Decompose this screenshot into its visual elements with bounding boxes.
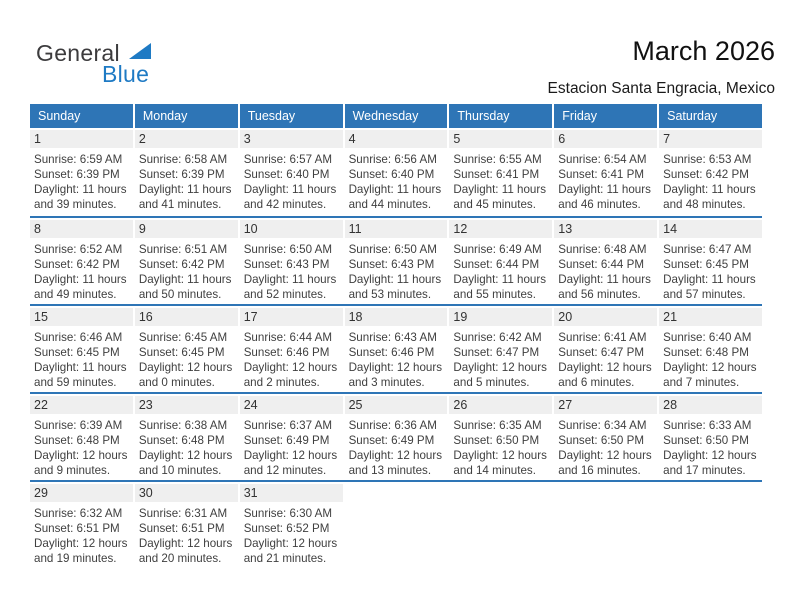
- sunrise-text: Sunrise: 6:32 AM: [34, 507, 123, 520]
- daylight-text-line2: and 13 minutes.: [348, 464, 432, 477]
- sunset-text: Sunset: 6:50 PM: [453, 434, 540, 447]
- daylight-text-line2: and 46 minutes.: [558, 198, 641, 211]
- daylight-text-line2: and 48 minutes.: [663, 198, 746, 211]
- day-number: 11: [348, 222, 362, 236]
- daylight-text-line2: and 14 minutes.: [453, 464, 536, 477]
- daylight-text-line2: and 12 minutes.: [243, 464, 327, 477]
- day-number-band: [554, 396, 657, 414]
- daylight-text-line1: Daylight: 12 hours: [34, 537, 128, 550]
- week-row: [30, 480, 762, 568]
- sunrise-text: Sunrise: 6:34 AM: [558, 419, 647, 432]
- sunrise-text: Sunrise: 6:48 AM: [558, 243, 647, 256]
- day-number: 26: [453, 398, 468, 412]
- sunset-text: Sunset: 6:45 PM: [34, 346, 120, 359]
- day-details: [659, 414, 762, 478]
- week-row: [30, 304, 762, 392]
- general-blue-logo: [36, 40, 176, 92]
- day-number: 23: [138, 398, 153, 412]
- calendar-day-cell: [135, 220, 238, 304]
- calendar-day-cell: [30, 220, 133, 304]
- sunset-text: Sunset: 6:47 PM: [558, 346, 644, 359]
- logo-text-general: General: [36, 40, 120, 66]
- day-details: [240, 414, 343, 478]
- calendar-day-cell: [449, 396, 552, 480]
- day-details: [554, 326, 657, 390]
- day-number-band: [30, 130, 133, 148]
- day-number: 8: [34, 222, 41, 236]
- day-number: 29: [34, 486, 48, 500]
- day-number-band: [135, 308, 238, 326]
- calendar-table: [30, 104, 762, 568]
- day-details: [135, 502, 238, 566]
- sunset-text: Sunset: 6:39 PM: [138, 168, 225, 181]
- daylight-text-line2: and 21 minutes.: [243, 552, 327, 565]
- calendar-day-cell: [345, 130, 448, 216]
- daylight-text-line1: Daylight: 12 hours: [243, 537, 338, 550]
- day-details: [659, 326, 762, 390]
- day-number-band: [240, 130, 343, 148]
- day-details: [345, 502, 448, 506]
- daylight-text-line2: and 5 minutes.: [453, 376, 530, 389]
- day-number: 16: [138, 310, 153, 324]
- calendar-day-cell: [554, 308, 657, 392]
- sunset-text: Sunset: 6:45 PM: [138, 346, 225, 359]
- day-number: 31: [243, 486, 258, 500]
- day-number-band: [554, 130, 657, 148]
- sunrise-text: Sunrise: 6:57 AM: [243, 153, 332, 166]
- day-details: [554, 148, 657, 212]
- daylight-text-line2: and 2 minutes.: [243, 376, 320, 389]
- daylight-text-line2: and 41 minutes.: [138, 198, 222, 211]
- day-number: 17: [243, 310, 258, 324]
- calendar-day-cell: [345, 484, 448, 568]
- daylight-text-line2: and 9 minutes.: [34, 464, 111, 477]
- daylight-text-line2: and 19 minutes.: [34, 552, 117, 565]
- weekday-header-monday: Monday: [135, 104, 238, 128]
- sunrise-text: Sunrise: 6:58 AM: [138, 153, 228, 166]
- daylight-text-line2: and 56 minutes.: [558, 288, 641, 301]
- day-number: 10: [243, 222, 258, 236]
- day-number: 4: [348, 132, 356, 146]
- day-number: 5: [453, 132, 461, 146]
- sunset-text: Sunset: 6:43 PM: [348, 258, 435, 271]
- daylight-text-line2: and 55 minutes.: [453, 288, 536, 301]
- day-details: [30, 326, 133, 390]
- day-details: [449, 414, 552, 478]
- sunset-text: Sunset: 6:42 PM: [663, 168, 749, 181]
- daylight-text-line1: Daylight: 12 hours: [243, 361, 338, 374]
- daylight-text-line2: and 57 minutes.: [663, 288, 746, 301]
- daylight-text-line2: and 50 minutes.: [138, 288, 222, 301]
- calendar-day-cell: [659, 396, 762, 480]
- sunrise-text: Sunrise: 6:37 AM: [243, 419, 332, 432]
- daylight-text-line1: Daylight: 11 hours: [348, 273, 442, 286]
- sunset-text: Sunset: 6:41 PM: [558, 168, 644, 181]
- calendar-day-cell: [135, 130, 238, 216]
- day-number-band: [135, 220, 238, 238]
- calendar-day-cell: [345, 220, 448, 304]
- week-row: [30, 392, 762, 480]
- calendar-day-cell: [659, 220, 762, 304]
- day-number-band: [30, 396, 133, 414]
- day-details: [240, 238, 343, 302]
- sunrise-text: Sunrise: 6:30 AM: [243, 507, 332, 520]
- day-details: [449, 502, 552, 506]
- daylight-text-line1: Daylight: 11 hours: [558, 273, 651, 286]
- weekday-header-row: [30, 104, 762, 128]
- day-number: 2: [138, 132, 146, 146]
- day-details: [449, 148, 552, 212]
- daylight-text-line2: and 3 minutes.: [348, 376, 425, 389]
- daylight-text-line2: and 53 minutes.: [348, 288, 432, 301]
- sunset-text: Sunset: 6:42 PM: [34, 258, 120, 271]
- day-number-band: [345, 220, 448, 238]
- daylight-text-line1: Daylight: 11 hours: [138, 273, 232, 286]
- daylight-text-line1: Daylight: 11 hours: [663, 183, 756, 196]
- day-details: [135, 238, 238, 302]
- day-details: [240, 326, 343, 390]
- daylight-text-line1: Daylight: 11 hours: [243, 183, 337, 196]
- sunrise-text: Sunrise: 6:33 AM: [663, 419, 752, 432]
- sunset-text: Sunset: 6:42 PM: [138, 258, 225, 271]
- sunrise-text: Sunrise: 6:38 AM: [138, 419, 228, 432]
- sunrise-text: Sunrise: 6:55 AM: [453, 153, 542, 166]
- day-details: [345, 414, 448, 478]
- weekday-header-friday: Friday: [554, 104, 657, 128]
- blue-triangle-icon: [129, 43, 151, 59]
- daylight-text-line1: Daylight: 12 hours: [138, 449, 233, 462]
- day-details: [240, 502, 343, 566]
- day-number-band: [30, 308, 133, 326]
- daylight-text-line2: and 20 minutes.: [138, 552, 222, 565]
- sunrise-text: Sunrise: 6:51 AM: [138, 243, 228, 256]
- day-number-band: [449, 308, 552, 326]
- day-number-band: [554, 484, 657, 502]
- daylight-text-line1: Daylight: 12 hours: [138, 537, 233, 550]
- weeks-container: [30, 128, 762, 568]
- sunrise-text: Sunrise: 6:45 AM: [138, 331, 228, 344]
- day-details: [345, 238, 448, 302]
- day-details: [135, 414, 238, 478]
- calendar-day-cell: [240, 484, 343, 568]
- day-number-band: [240, 484, 343, 502]
- day-number: 1: [34, 132, 41, 146]
- sunrise-text: Sunrise: 6:54 AM: [558, 153, 647, 166]
- day-number: 27: [558, 398, 573, 412]
- daylight-text-line1: Daylight: 12 hours: [453, 449, 547, 462]
- daylight-text-line1: Daylight: 11 hours: [34, 273, 127, 286]
- calendar-day-cell: [135, 484, 238, 568]
- sunrise-text: Sunrise: 6:41 AM: [558, 331, 647, 344]
- day-number-band: [659, 396, 762, 414]
- day-number-band: [240, 308, 343, 326]
- daylight-text-line2: and 49 minutes.: [34, 288, 117, 301]
- calendar-day-cell: [659, 130, 762, 216]
- sunset-text: Sunset: 6:49 PM: [348, 434, 435, 447]
- title-block: [548, 36, 775, 98]
- day-number: 24: [243, 398, 258, 412]
- sunset-text: Sunset: 6:40 PM: [348, 168, 435, 181]
- day-number: 13: [558, 222, 573, 236]
- sunset-text: Sunset: 6:47 PM: [453, 346, 540, 359]
- day-number-band: [659, 308, 762, 326]
- sunset-text: Sunset: 6:41 PM: [453, 168, 540, 181]
- day-number: 7: [663, 132, 671, 146]
- weekday-header-tuesday: Tuesday: [240, 104, 343, 128]
- day-details: [554, 414, 657, 478]
- sunset-text: Sunset: 6:40 PM: [243, 168, 330, 181]
- daylight-text-line2: and 6 minutes.: [558, 376, 635, 389]
- calendar-day-cell: [240, 220, 343, 304]
- daylight-text-line1: Daylight: 12 hours: [663, 449, 757, 462]
- daylight-text-line2: and 0 minutes.: [138, 376, 215, 389]
- day-number: 30: [138, 486, 153, 500]
- sunset-text: Sunset: 6:44 PM: [558, 258, 644, 271]
- day-number-band: [659, 130, 762, 148]
- day-number: 18: [348, 310, 363, 324]
- calendar-day-cell: [135, 396, 238, 480]
- daylight-text-line2: and 7 minutes.: [663, 376, 740, 389]
- daylight-text-line1: Daylight: 11 hours: [243, 273, 337, 286]
- daylight-text-line1: Daylight: 11 hours: [138, 183, 232, 196]
- day-details: [30, 414, 133, 478]
- calendar-day-cell: [345, 308, 448, 392]
- daylight-text-line1: Daylight: 12 hours: [348, 449, 443, 462]
- day-number-band: [554, 220, 657, 238]
- daylight-text-line1: Daylight: 11 hours: [663, 273, 756, 286]
- sunrise-text: Sunrise: 6:59 AM: [34, 153, 123, 166]
- weekday-header-thursday: Thursday: [449, 104, 552, 128]
- day-number: 20: [558, 310, 573, 324]
- calendar-day-cell: [449, 484, 552, 568]
- sunrise-text: Sunrise: 6:39 AM: [34, 419, 123, 432]
- day-number-band: [240, 396, 343, 414]
- daylight-text-line2: and 16 minutes.: [558, 464, 641, 477]
- day-number-band: [659, 220, 762, 238]
- day-number: 3: [243, 132, 251, 146]
- sunset-text: Sunset: 6:48 PM: [138, 434, 225, 447]
- day-number-band: [554, 308, 657, 326]
- week-row: [30, 128, 762, 216]
- daylight-text-line2: and 59 minutes.: [34, 376, 117, 389]
- sunrise-text: Sunrise: 6:46 AM: [34, 331, 123, 344]
- day-number: 19: [453, 310, 468, 324]
- weekday-header-wednesday: Wednesday: [345, 104, 448, 128]
- sunrise-text: Sunrise: 6:31 AM: [138, 507, 228, 520]
- sunrise-text: Sunrise: 6:50 AM: [348, 243, 437, 256]
- calendar-day-cell: [659, 484, 762, 568]
- day-number-band: [659, 484, 762, 502]
- daylight-text-line1: Daylight: 12 hours: [558, 449, 652, 462]
- calendar-day-cell: [449, 308, 552, 392]
- sunset-text: Sunset: 6:44 PM: [453, 258, 540, 271]
- weekday-header-saturday: Saturday: [659, 104, 762, 128]
- day-number: 14: [663, 222, 678, 236]
- sunset-text: Sunset: 6:48 PM: [663, 346, 749, 359]
- logo-text-blue: Blue: [102, 61, 150, 87]
- calendar-day-cell: [135, 308, 238, 392]
- day-number: 15: [34, 310, 48, 324]
- calendar-day-cell: [659, 308, 762, 392]
- calendar-day-cell: [30, 484, 133, 568]
- sunrise-text: Sunrise: 6:50 AM: [243, 243, 332, 256]
- calendar-day-cell: [554, 396, 657, 480]
- week-row: [30, 216, 762, 304]
- page-title: March 2026: [632, 36, 775, 66]
- sunset-text: Sunset: 6:52 PM: [243, 522, 330, 535]
- sunset-text: Sunset: 6:43 PM: [243, 258, 330, 271]
- day-details: [449, 326, 552, 390]
- sunset-text: Sunset: 6:50 PM: [558, 434, 644, 447]
- sunrise-text: Sunrise: 6:36 AM: [348, 419, 437, 432]
- daylight-text-line1: Daylight: 11 hours: [558, 183, 651, 196]
- day-details: [240, 148, 343, 212]
- day-details: [659, 148, 762, 212]
- sunset-text: Sunset: 6:45 PM: [663, 258, 749, 271]
- sunrise-text: Sunrise: 6:49 AM: [453, 243, 542, 256]
- sunrise-text: Sunrise: 6:44 AM: [243, 331, 332, 344]
- day-number-band: [345, 130, 448, 148]
- day-number-band: [135, 130, 238, 148]
- sunrise-text: Sunrise: 6:43 AM: [348, 331, 437, 344]
- day-number-band: [345, 396, 448, 414]
- day-details: [659, 502, 762, 506]
- day-details: [554, 238, 657, 302]
- sunset-text: Sunset: 6:50 PM: [663, 434, 749, 447]
- sunset-text: Sunset: 6:51 PM: [34, 522, 120, 535]
- day-number: 25: [348, 398, 363, 412]
- weekday-header-sunday: Sunday: [30, 104, 133, 128]
- location-subtitle: Estacion Santa Engracia, Mexico: [547, 80, 775, 97]
- day-number-band: [345, 308, 448, 326]
- day-number: 28: [663, 398, 678, 412]
- calendar-day-cell: [554, 484, 657, 568]
- day-number: 9: [138, 222, 146, 236]
- daylight-text-line2: and 17 minutes.: [663, 464, 746, 477]
- daylight-text-line1: Daylight: 12 hours: [558, 361, 652, 374]
- day-details: [30, 238, 133, 302]
- day-number-band: [449, 396, 552, 414]
- day-number-band: [30, 484, 133, 502]
- daylight-text-line2: and 44 minutes.: [348, 198, 432, 211]
- calendar-day-cell: [345, 396, 448, 480]
- daylight-text-line1: Daylight: 12 hours: [348, 361, 443, 374]
- day-details: [449, 238, 552, 302]
- calendar-day-cell: [30, 308, 133, 392]
- daylight-text-line1: Daylight: 11 hours: [453, 183, 547, 196]
- day-number-band: [345, 484, 448, 502]
- calendar-day-cell: [30, 130, 133, 216]
- daylight-text-line1: Daylight: 11 hours: [34, 361, 127, 374]
- calendar-day-cell: [449, 130, 552, 216]
- sunset-text: Sunset: 6:49 PM: [243, 434, 330, 447]
- day-details: [135, 326, 238, 390]
- day-details: [135, 148, 238, 212]
- sunrise-text: Sunrise: 6:47 AM: [663, 243, 752, 256]
- sunrise-text: Sunrise: 6:56 AM: [348, 153, 437, 166]
- daylight-text-line2: and 42 minutes.: [243, 198, 327, 211]
- day-number: 21: [663, 310, 678, 324]
- daylight-text-line2: and 39 minutes.: [34, 198, 117, 211]
- sunset-text: Sunset: 6:51 PM: [138, 522, 225, 535]
- calendar-day-cell: [449, 220, 552, 304]
- daylight-text-line1: Daylight: 11 hours: [348, 183, 442, 196]
- day-details: [30, 502, 133, 566]
- day-details: [30, 148, 133, 212]
- daylight-text-line1: Daylight: 11 hours: [34, 183, 127, 196]
- calendar-day-cell: [240, 308, 343, 392]
- day-number-band: [449, 130, 552, 148]
- day-details: [554, 502, 657, 506]
- day-details: [659, 238, 762, 302]
- day-number: 6: [558, 132, 566, 146]
- daylight-text-line1: Daylight: 12 hours: [34, 449, 128, 462]
- sunrise-text: Sunrise: 6:53 AM: [663, 153, 752, 166]
- day-number-band: [135, 396, 238, 414]
- day-details: [345, 148, 448, 212]
- sunrise-text: Sunrise: 6:35 AM: [453, 419, 542, 432]
- day-number: 12: [453, 222, 468, 236]
- sunset-text: Sunset: 6:46 PM: [348, 346, 435, 359]
- daylight-text-line1: Daylight: 11 hours: [453, 273, 547, 286]
- sunrise-text: Sunrise: 6:52 AM: [34, 243, 123, 256]
- day-number-band: [449, 484, 552, 502]
- day-number-band: [135, 484, 238, 502]
- sunset-text: Sunset: 6:39 PM: [34, 168, 120, 181]
- day-details: [345, 326, 448, 390]
- sunrise-text: Sunrise: 6:42 AM: [453, 331, 542, 344]
- day-number-band: [449, 220, 552, 238]
- day-number-band: [240, 220, 343, 238]
- daylight-text-line2: and 52 minutes.: [243, 288, 327, 301]
- daylight-text-line1: Daylight: 12 hours: [243, 449, 338, 462]
- sunrise-text: Sunrise: 6:40 AM: [663, 331, 752, 344]
- sunset-text: Sunset: 6:46 PM: [243, 346, 330, 359]
- calendar-day-cell: [554, 220, 657, 304]
- calendar-day-cell: [240, 130, 343, 216]
- daylight-text-line1: Daylight: 12 hours: [138, 361, 233, 374]
- day-number: 22: [34, 398, 48, 412]
- daylight-text-line1: Daylight: 12 hours: [453, 361, 547, 374]
- calendar-day-cell: [30, 396, 133, 480]
- day-number-band: [30, 220, 133, 238]
- calendar-day-cell: [240, 396, 343, 480]
- sunset-text: Sunset: 6:48 PM: [34, 434, 120, 447]
- daylight-text-line2: and 10 minutes.: [138, 464, 222, 477]
- calendar-day-cell: [554, 130, 657, 216]
- daylight-text-line2: and 45 minutes.: [453, 198, 536, 211]
- daylight-text-line1: Daylight: 12 hours: [663, 361, 757, 374]
